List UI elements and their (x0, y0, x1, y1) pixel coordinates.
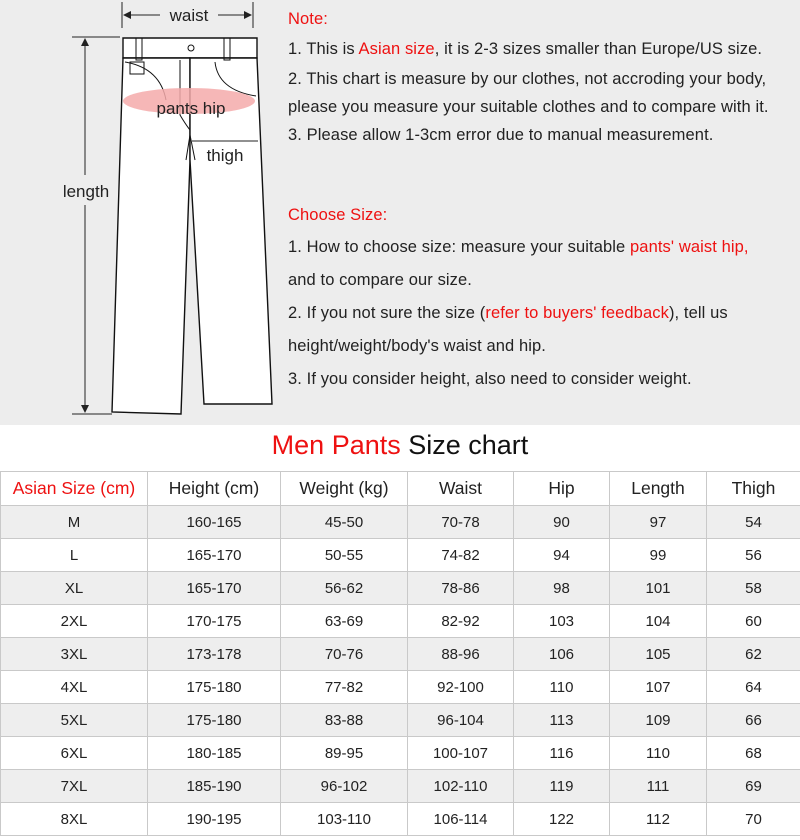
size-chart-title (0, 430, 800, 461)
asian-size-highlight: Asian size (358, 40, 435, 58)
table-cell: 92-100 (408, 671, 514, 704)
table-cell: 60 (707, 605, 800, 638)
table-cell: 70-76 (281, 638, 408, 671)
table-cell: 6XL (1, 737, 148, 770)
table-cell: 99 (610, 539, 707, 572)
choose-line-3 (288, 304, 728, 323)
table-cell: 110 (610, 737, 707, 770)
note-line-1-rest: , it is 2-3 sizes smaller than Europe/US size. (434, 40, 763, 58)
table-cell: 97 (610, 506, 707, 539)
table-cell: 112 (610, 803, 707, 836)
table-row (1, 737, 800, 770)
note-heading: Note: (288, 10, 328, 28)
table-cell: 175-180 (148, 671, 281, 704)
pants-diagram (0, 0, 282, 425)
table-cell: 107 (610, 671, 707, 704)
table-row (1, 506, 800, 539)
table-row (1, 605, 800, 638)
table-cell: 83-88 (281, 704, 408, 737)
column-header: Asian Size (cm) (1, 472, 148, 506)
table-cell: XL (1, 572, 148, 605)
note-line-3: please you measure your suitable clothes and to compare with it. (288, 98, 769, 116)
table-row (1, 572, 800, 605)
table-cell: 74-82 (408, 539, 514, 572)
table-cell: 5XL (1, 704, 148, 737)
table-cell: 113 (514, 704, 610, 737)
length-dimension (63, 37, 120, 414)
table-cell: 78-86 (408, 572, 514, 605)
choose-line-5: 3. If you consider height, also need to consider weight. (288, 370, 692, 388)
table-cell: 165-170 (148, 539, 281, 572)
waist-hip-highlight: pants' waist hip, (630, 238, 749, 256)
table-cell: 8XL (1, 803, 148, 836)
column-header: Height (cm) (148, 472, 281, 506)
table-cell: 96-104 (408, 704, 514, 737)
table-cell: 64 (707, 671, 800, 704)
table-cell: 70 (707, 803, 800, 836)
table-body (1, 506, 800, 836)
table-cell: 105 (610, 638, 707, 671)
table-cell: 69 (707, 770, 800, 803)
choose-heading: Choose Size: (288, 206, 388, 224)
table-cell: 119 (514, 770, 610, 803)
table-cell: 4XL (1, 671, 148, 704)
table-cell: 175-180 (148, 704, 281, 737)
table-cell: 58 (707, 572, 800, 605)
table-cell: 106 (514, 638, 610, 671)
table-cell: 7XL (1, 770, 148, 803)
table-row (1, 803, 800, 836)
choose-line-1 (288, 238, 749, 257)
table-cell: 82-92 (408, 605, 514, 638)
column-header: Thigh (707, 472, 800, 506)
table-cell: 3XL (1, 638, 148, 671)
table-cell: 88-96 (408, 638, 514, 671)
table-cell: 110 (514, 671, 610, 704)
table-cell: 106-114 (408, 803, 514, 836)
table-cell: 100-107 (408, 737, 514, 770)
table-row (1, 539, 800, 572)
column-header: Length (610, 472, 707, 506)
table-cell: 103 (514, 605, 610, 638)
column-header: Hip (514, 472, 610, 506)
table-cell: 70-78 (408, 506, 514, 539)
table-cell: 103-110 (281, 803, 408, 836)
length-label: length (62, 182, 110, 201)
size-table (0, 471, 800, 836)
table-cell: 180-185 (148, 737, 281, 770)
choose-line-3-text: 2. If you not sure the size ( (288, 304, 486, 322)
choose-line-3-rest: ), tell us (668, 304, 728, 322)
table-cell: 89-95 (281, 737, 408, 770)
table-cell: 165-170 (148, 572, 281, 605)
table-cell: 45-50 (281, 506, 408, 539)
table-cell: M (1, 506, 148, 539)
table-cell: 185-190 (148, 770, 281, 803)
thigh-label: thigh (206, 146, 244, 165)
table-cell: 96-102 (281, 770, 408, 803)
table-cell: 190-195 (148, 803, 281, 836)
table-cell: 160-165 (148, 506, 281, 539)
table-cell: 94 (514, 539, 610, 572)
feedback-highlight: refer to buyers' feedback (485, 304, 669, 322)
table-header-row (1, 472, 800, 506)
table-row (1, 671, 800, 704)
choose-line-1-text: 1. How to choose size: measure your suitable (288, 238, 631, 256)
note-line-1-text: 1. This is (288, 40, 359, 58)
table-cell: 63-69 (281, 605, 408, 638)
table-cell: 68 (707, 737, 800, 770)
table-cell: 98 (514, 572, 610, 605)
table-cell: 77-82 (281, 671, 408, 704)
table-cell: 104 (610, 605, 707, 638)
table-cell: 90 (514, 506, 610, 539)
choose-line-4: height/weight/body's waist and hip. (288, 337, 546, 355)
title-red: Men Pants (271, 430, 401, 460)
table-cell: 56 (707, 539, 800, 572)
table-cell: 109 (610, 704, 707, 737)
table-cell: 170-175 (148, 605, 281, 638)
table-cell: 66 (707, 704, 800, 737)
table-cell: 101 (610, 572, 707, 605)
column-header: Weight (kg) (281, 472, 408, 506)
table-cell: 122 (514, 803, 610, 836)
table-cell: 56-62 (281, 572, 408, 605)
table-cell: 2XL (1, 605, 148, 638)
table-cell: 111 (610, 770, 707, 803)
table-cell: 102-110 (408, 770, 514, 803)
table-cell: L (1, 539, 148, 572)
table-cell: 62 (707, 638, 800, 671)
title-black: Size chart (400, 430, 529, 460)
waist-dimension (122, 2, 253, 28)
table-row (1, 638, 800, 671)
pants-hip-label: pants hip (156, 99, 226, 118)
table-cell: 54 (707, 506, 800, 539)
note-line-2: 2. This chart is measure by our clothes, not accroding your body, (288, 70, 767, 88)
table-row (1, 704, 800, 737)
table-cell: 50-55 (281, 539, 408, 572)
note-line-4: 3. Please allow 1-3cm error due to manual measurement. (288, 126, 714, 144)
table-cell: 116 (514, 737, 610, 770)
column-header: Waist (408, 472, 514, 506)
choose-line-2: and to compare our size. (288, 271, 472, 289)
table-row (1, 770, 800, 803)
waist-label: waist (169, 6, 209, 25)
note-line-1 (288, 40, 762, 59)
table-cell: 173-178 (148, 638, 281, 671)
